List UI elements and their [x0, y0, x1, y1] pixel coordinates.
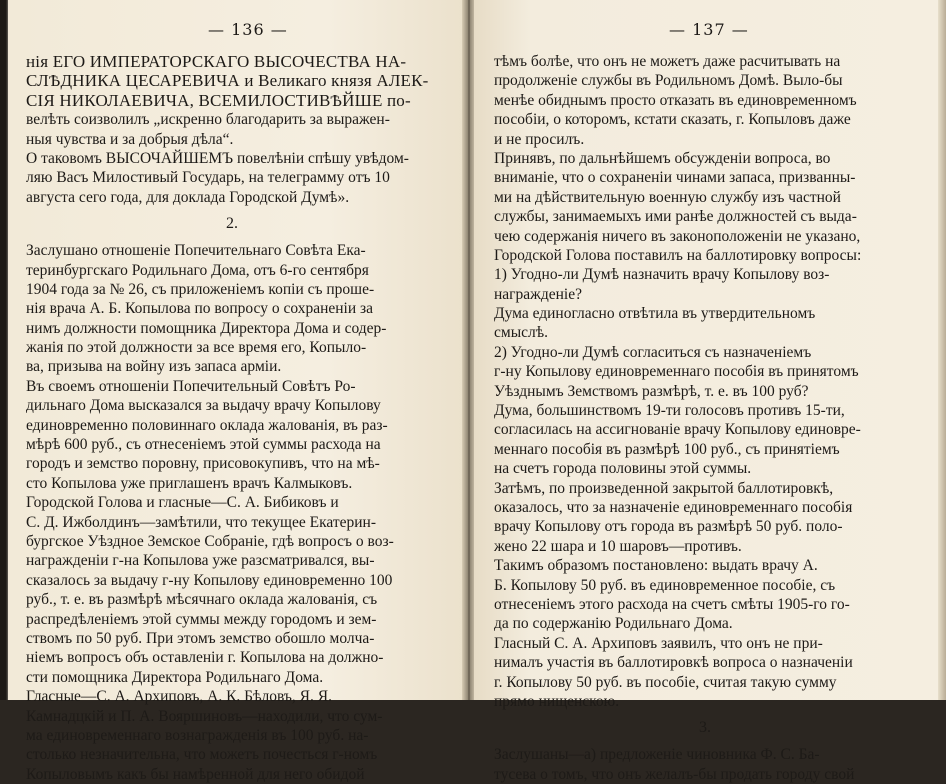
text-line: Гласные—С. А. Архиповъ, А. К. Бѣловъ, Я. Я. [26, 688, 332, 706]
text-line: ствомъ по 50 руб. При этомъ земство обошло молча- [26, 629, 375, 647]
text-line: Такимъ образомъ постановлено: выдать врачу А. [494, 557, 818, 575]
text-line: службы, занимаемыхъ ими ранѣе должностей съ выда- [494, 208, 857, 226]
text-line: мѣрѣ 600 руб., съ отнесеніемъ этой суммы расхода на [26, 436, 381, 454]
text-line: менѣе обиднымъ просто отказать въ единовременномъ [494, 91, 857, 109]
text-line: Б. Копылову 50 руб. въ единовременное пособіе, съ [494, 576, 836, 594]
text-line: ляю Васъ Милостивый Государь, на телеграмму отъ 10 [26, 169, 390, 187]
text-line: чею содержанія ничего въ законоположеніи не указано, [494, 227, 861, 245]
text-line: нимъ должности помощника Директора Дома и содер- [26, 319, 387, 337]
text-line: награжденіе? [494, 285, 582, 303]
text-line: тусева о томъ, что онъ желалъ-бы продать городу свой [494, 765, 855, 783]
text-line: бургское Уѣздное Земское Собраніе, гдѣ вопросъ о воз- [26, 532, 394, 550]
text-line: августа сего года, для доклада Городской Думѣ». [26, 188, 350, 206]
text-line: СІЯ НИКОЛАЕВИЧА, ВСЕМИЛОСТИВѢЙШЕ по- [26, 90, 411, 110]
text-line: на счетъ города половины этой суммы. [494, 460, 752, 478]
text-line: да по содержанію Родильнаго Дома. [494, 615, 733, 633]
text-line: нималъ участія въ баллотировкѣ вопроса о назначеніи [494, 654, 853, 672]
text-line: врачу Копылову отъ города въ размѣрѣ 50 руб. поло- [494, 518, 843, 536]
text-line: руб., т. е. въ размѣрѣ мѣсячнаго оклада жалованія, съ [26, 591, 378, 609]
text-line: Уѣзднымъ Земствомъ размѣрѣ, т. е. въ 100 руб? [494, 382, 809, 400]
text-line: сти помощника Директора Родильнаго Дома. [26, 668, 324, 686]
text-line: продолженіе службы въ Родильномъ Домѣ. Выло-бы [494, 72, 843, 90]
text-line: велѣть соизволилъ „искренно благодарить за выражен- [26, 111, 390, 129]
text-line: ва, призыва на войну изъ запаса арміи. [26, 358, 282, 376]
text-line: смыслѣ. [494, 324, 549, 342]
text-line: отнесеніемъ этого расхода на счетъ смѣты 1905-го го- [494, 595, 850, 613]
text-line: г. Копылову 50 руб. въ пособіе, считая такую сумму [494, 673, 837, 691]
text-line: прямо нищенскою. [494, 692, 620, 710]
page-edge [938, 0, 946, 700]
text-line: нія врача А. Б. Копылова по вопросу о сохраненіи за [26, 300, 374, 318]
text-line: сказалось за выдачу г-ну Копылову единовременно 100 [26, 571, 393, 589]
text-line: С. Д. Ижболдинъ—замѣтили, что текущее Екатерин- [26, 513, 377, 531]
text-line: Копыловымъ какъ бы намѣренной для него обидой [26, 765, 365, 783]
left-page [8, 0, 464, 783]
section-number: 3. [699, 719, 711, 737]
text-line: нія ЕГО ИМПЕРАТОРСКАГО ВЫСОЧЕСТВА НА- [26, 52, 407, 71]
text-line: 1904 года за № 26, съ приложеніемъ копіи съ проше- [26, 280, 375, 298]
text-line: сто Копылова уже приглашенъ врачъ Калмыковъ. [26, 474, 353, 492]
text-line: ніемъ вопросъ объ оставленіи г. Копылова на должно- [26, 649, 384, 667]
text-line: г-ну Копылову единовременнаго пособія въ принятомъ [494, 363, 859, 381]
text-line: СЛѢДНИКА ЦЕСАРЕВИЧА и Великаго князя АЛЕК- [26, 71, 429, 91]
text-line: 2) Угодно-ли Думѣ согласиться съ назначеніемъ [494, 343, 812, 361]
text-line: согласилась на ассигнованіе врачу Копылову единовре- [494, 421, 861, 439]
page-text [494, 52, 916, 784]
text-line: 1) Угодно-ли Думѣ назначить врачу Копылову воз- [494, 266, 830, 284]
page-number: — 136 — [208, 20, 288, 39]
text-line: Принявъ, по дальнѣйшемъ обсужденіи вопроса, во [494, 149, 831, 167]
section-number: 2. [226, 215, 238, 233]
page-number: — 137 — [669, 20, 749, 39]
text-line: Камнадцкій и П. А. Вояршиновъ—находили, что сум- [26, 707, 383, 725]
text-line: Городской Голова и гласные—С. А. Бибиковъ и [26, 494, 339, 512]
text-line: единовременно половиннаго оклада жалованія, въ раз- [26, 416, 388, 434]
text-line: жанія по этой должности за все время его, Копыло- [26, 339, 367, 357]
text-line: столько незначительна, что можетъ почесться г-номъ [26, 746, 378, 764]
text-line: Гласный С. А. Архиповъ заявилъ, что онъ не при- [494, 634, 823, 652]
text-line: Въ своемъ отношеніи Попечительный Совѣтъ Ро- [26, 377, 356, 395]
text-line: Заслушаны—а) предложеніе чиновника Ф. С. Ба- [494, 746, 820, 764]
text-line: Дума, большинствомъ 19-ти голосовъ противъ 15-ти, [494, 402, 845, 420]
text-line: теринбургскаго Родильнаго Дома, отъ 6-го сентября [26, 261, 369, 279]
text-line: жено 22 шара и 10 шаровъ—противъ. [494, 537, 742, 555]
text-line: тѣмъ болѣе, что онъ не можетъ даже расчитывать на [494, 53, 841, 70]
text-line: оказалось, что за назначеніе единовременнаго пособія [494, 498, 853, 516]
page-text [26, 52, 438, 784]
text-line: вниманіе, что о сохраненіи чинами запаса, призванны- [494, 169, 856, 187]
text-line: пособіи, о которомъ, кстати сказать, г. Копыловъ даже [494, 111, 851, 129]
text-line: дильнаго Дома высказался за выдачу врачу Копылову [26, 397, 381, 415]
text-line: городъ и земство поровну, присовокупивъ, что на мѣ- [26, 455, 380, 473]
text-line: Городской Голова поставилъ на баллотировку вопросы: [494, 246, 862, 264]
text-line: ма единовременнаго вознагражденія въ 100 руб. на- [26, 726, 369, 744]
text-line: меннаго пособія въ размѣрѣ 100 руб., съ принятіемъ [494, 440, 840, 458]
text-line: Заслушано отношеніе Попечительнаго Совѣта Ека- [26, 242, 366, 260]
text-line: ныя чувства и за добрыя дѣла“. [26, 130, 234, 148]
text-line: О таковомъ ВЫСОЧАЙШЕМЪ повелѣніи спѣшу увѣдом- [26, 149, 409, 167]
text-line: Дума единогласно отвѣтила въ утвердительномъ [494, 305, 816, 323]
text-line: Затѣмъ, по произведенной закрытой баллотировкѣ, [494, 479, 834, 497]
text-line: ми на дѣйствительную военную службу изъ частной [494, 188, 841, 206]
right-page [474, 0, 938, 783]
text-line: распредѣленіемъ этой суммы между городомъ и зем- [26, 610, 377, 628]
text-line: и не просилъ. [494, 130, 585, 148]
text-line: награжденіи г-на Копылова уже разсматривался, вы- [26, 552, 375, 570]
